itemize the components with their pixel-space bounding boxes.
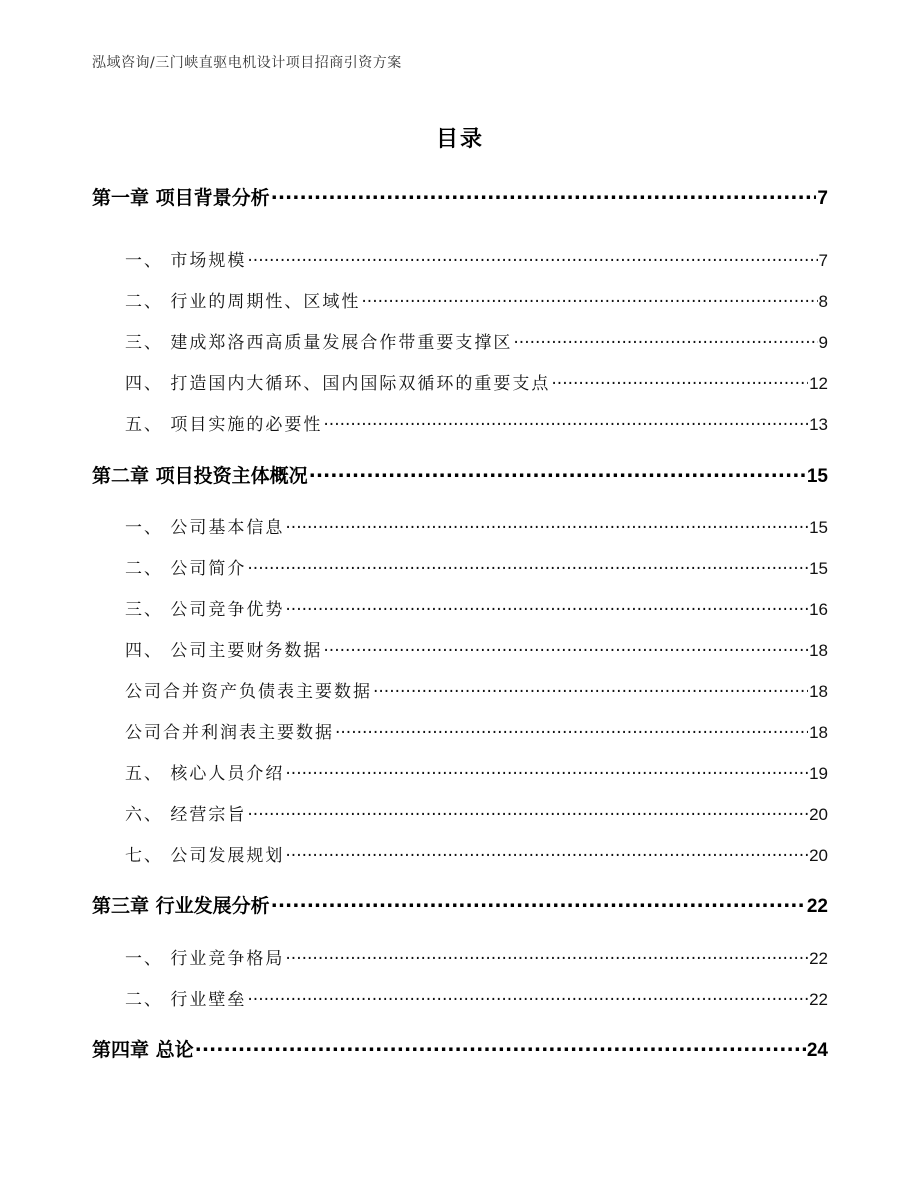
- toc-entry-label: 七、 公司发展规划: [125, 846, 285, 866]
- dot-leader: [285, 598, 808, 615]
- toc-entry-label: 二、 公司简介: [125, 559, 247, 579]
- toc-entry-label: 三、 公司竞争优势: [125, 600, 285, 620]
- toc-section[interactable]: [125, 718, 828, 743]
- toc-page-number: 15: [809, 518, 828, 537]
- toc-page-number: 16: [809, 600, 828, 619]
- dot-leader: [247, 249, 817, 266]
- toc-page-number: 20: [809, 846, 828, 865]
- toc-page-number: 9: [818, 333, 828, 352]
- toc-page-number: 13: [809, 415, 828, 434]
- dot-leader: [271, 185, 817, 204]
- toc-entry-label: 五、 项目实施的必要性: [125, 415, 323, 435]
- toc-section[interactable]: [125, 595, 828, 620]
- toc-entry-label: 公司合并资产负债表主要数据: [125, 682, 372, 702]
- toc-entry-label: 公司合并利润表主要数据: [125, 723, 334, 743]
- dot-leader: [285, 516, 808, 533]
- toc-entry-label: 第四章 总论: [92, 1039, 194, 1061]
- dot-leader: [373, 680, 808, 697]
- toc-page-number: 15: [806, 466, 828, 487]
- toc-page-number: 24: [806, 1040, 828, 1061]
- toc-page-number: 15: [809, 559, 828, 578]
- dot-leader: [513, 331, 817, 348]
- toc-chapter-4[interactable]: [92, 1035, 828, 1062]
- toc-section[interactable]: [125, 944, 828, 969]
- dot-leader: [247, 988, 808, 1005]
- dot-leader: [247, 557, 808, 574]
- toc-section[interactable]: [125, 513, 828, 538]
- toc-page-number: 18: [809, 682, 828, 701]
- toc-entry-label: 第一章 项目背景分析: [92, 187, 270, 209]
- toc-chapter-2[interactable]: [92, 461, 828, 488]
- toc-section[interactable]: [125, 369, 828, 394]
- toc-page-number: 22: [806, 896, 828, 917]
- toc-section[interactable]: [125, 246, 828, 271]
- toc-section[interactable]: [125, 636, 828, 661]
- header-divider: [92, 76, 828, 77]
- toc-page-number: 18: [809, 641, 828, 660]
- toc-page-number: 19: [809, 764, 828, 783]
- toc-section[interactable]: [125, 677, 828, 702]
- dot-leader: [335, 721, 808, 738]
- toc-page-number: 7: [818, 251, 828, 270]
- dot-leader: [323, 413, 808, 430]
- toc-page-number: 8: [818, 292, 828, 311]
- toc-section[interactable]: [125, 800, 828, 825]
- toc-entry-label: 一、 行业竞争格局: [125, 949, 285, 969]
- toc-entry-label: 六、 经营宗旨: [125, 805, 247, 825]
- toc-entry-label: 一、 公司基本信息: [125, 518, 285, 538]
- toc-section[interactable]: [125, 985, 828, 1010]
- toc-page-number: 18: [809, 723, 828, 742]
- dot-leader: [271, 893, 806, 912]
- toc-entry-label: 第三章 行业发展分析: [92, 895, 270, 917]
- dot-leader: [309, 463, 806, 482]
- toc-entry-label: 第二章 项目投资主体概况: [92, 465, 308, 487]
- toc-section[interactable]: [125, 759, 828, 784]
- toc-section[interactable]: [125, 841, 828, 866]
- dot-leader: [285, 844, 808, 861]
- toc-section[interactable]: [125, 410, 828, 435]
- dot-leader: [247, 803, 808, 820]
- dot-leader: [323, 639, 808, 656]
- dot-leader: [361, 290, 817, 307]
- toc-entry-label: 二、 行业的周期性、区域性: [125, 292, 361, 312]
- dot-leader: [285, 947, 808, 964]
- dot-leader: [195, 1037, 806, 1056]
- toc-entry-label: 一、 市场规模: [125, 251, 247, 271]
- toc-entry-label: 二、 行业壁垒: [125, 990, 247, 1010]
- dot-leader: [285, 762, 808, 779]
- toc-page-number: 22: [809, 949, 828, 968]
- toc-title: 目录: [435, 127, 484, 152]
- toc-page-number: 22: [809, 990, 828, 1009]
- toc-section[interactable]: [125, 328, 828, 353]
- toc-entry-label: 五、 核心人员介绍: [125, 764, 285, 784]
- toc-section[interactable]: [125, 554, 828, 579]
- toc-chapter-3[interactable]: [92, 891, 828, 918]
- toc-page-number: 12: [809, 374, 828, 393]
- toc-section[interactable]: [125, 287, 828, 312]
- toc-chapter-1[interactable]: [92, 183, 828, 210]
- dot-leader: [551, 372, 808, 389]
- toc-page-number: 20: [809, 805, 828, 824]
- toc-entry-label: 四、 打造国内大循环、国内国际双循环的重要支点: [125, 374, 551, 394]
- toc-entry-label: 四、 公司主要财务数据: [125, 641, 323, 661]
- toc-page-number: 7: [817, 188, 828, 209]
- page-header: 泓域咨询/三门峡直驱电机设计项目招商引资方案: [92, 55, 402, 71]
- toc-entry-label: 三、 建成郑洛西高质量发展合作带重要支撑区: [125, 333, 513, 353]
